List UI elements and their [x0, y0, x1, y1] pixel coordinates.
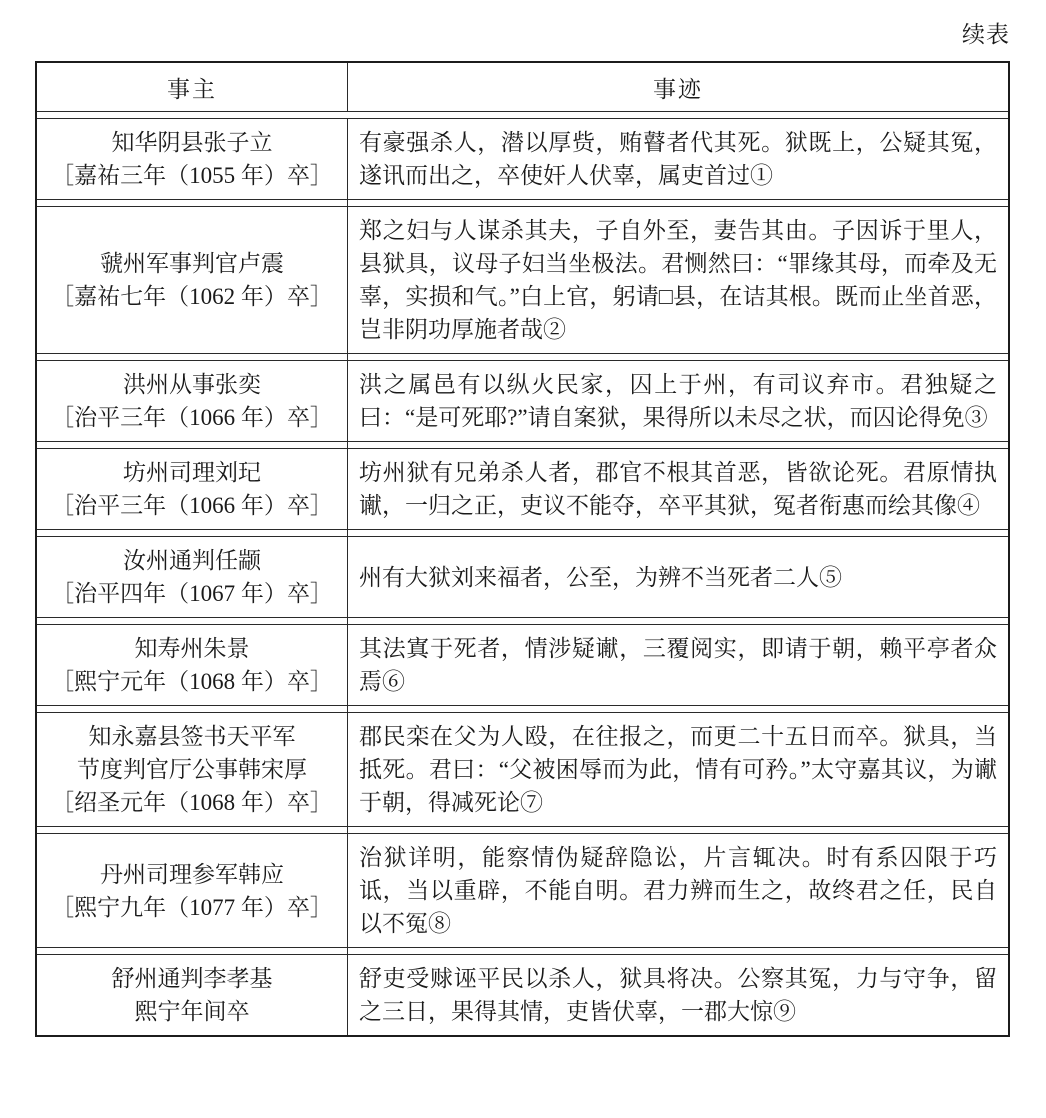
table-row — [37, 834, 1008, 948]
deed-text: 郑之妇与人谋杀其夫，子自外至，妻告其由。子因诉于里人，县狱具，议母子妇当坐极法。君恻然曰：“罪缘其母，而牵及无辜，实损和气。”白上官，躬请□县，在诘其根。既而止坐首恶，岂非阴功厚施者哉② — [359, 218, 997, 342]
subject-cell — [37, 955, 348, 1035]
subject-line: 节度判官厅公事韩宋厚 — [77, 757, 307, 782]
subject-line: 知华阴县张子立 — [111, 130, 273, 155]
table-row — [37, 537, 1008, 618]
row-separator — [37, 530, 1008, 537]
separator-left-cell — [37, 948, 348, 954]
table-header-row — [37, 63, 1008, 112]
table-row — [37, 119, 1008, 200]
table-row — [37, 955, 1008, 1035]
subject-line: 丹州司理参军韩应 — [100, 861, 284, 887]
row-separator — [37, 706, 1008, 713]
row-separator — [37, 948, 1008, 955]
cases-table — [35, 61, 1010, 1037]
subject-line: 虢州军事判官卢震 — [100, 251, 284, 276]
subject-cell — [37, 537, 348, 617]
deed-cell — [348, 713, 1008, 826]
subject-line: ［嘉祐三年（1055 年）卒］ — [51, 163, 333, 188]
subject-line: 知寿州朱景 — [134, 636, 250, 661]
subject-line: ［治平四年（1067 年）卒］ — [51, 581, 333, 606]
separator-left-cell — [37, 442, 348, 448]
table-row — [37, 361, 1008, 442]
deed-cell — [348, 834, 1008, 947]
separator-left-cell — [37, 530, 348, 536]
separator-left-cell — [37, 618, 348, 624]
header-separator — [37, 112, 1008, 119]
subject-line: ［治平三年（1066 年）卒］ — [51, 405, 333, 430]
deed-cell — [348, 119, 1008, 199]
subject-line: 汝州通判任颛 — [123, 548, 261, 573]
row-separator — [37, 618, 1008, 625]
deed-text: 有豪强杀人，潜以厚赀，贿瞽者代其死。狱既上，公疑其冤，遂讯而出之，卒使奸人伏辜，属吏首过① — [359, 130, 997, 188]
subject-line: 熙宁年间卒 — [134, 999, 250, 1024]
separator-left-cell — [37, 827, 348, 833]
subject-line: ［熙宁元年（1068 年）卒］ — [51, 669, 333, 694]
subject-line: 知永嘉县签书天平军 — [88, 724, 296, 749]
deed-text: 洪之属邑有以纵火民家，囚上于州，有司议弃市。君独疑之曰：“是可死耶?”请自案狱，果得所以未尽之状，而囚论得免③ — [359, 372, 997, 430]
subject-cell — [37, 207, 348, 353]
row-separator — [37, 442, 1008, 449]
deed-text: 坊州狱有兄弟杀人者，郡官不根其首恶，皆欲论死。君原情执谳，一归之正，吏议不能夺，卒平其狱，冤者衔惠而绘其像④ — [359, 460, 997, 518]
separator-right-cell — [348, 948, 1008, 954]
deed-text: 治狱详明，能察情伪疑辞隐讼，片言辄决。时有系囚限于巧诋，当以重辟，不能自明。君力辨而生之，故终君之任，民自以不冤⑧ — [359, 845, 997, 936]
deed-cell — [348, 207, 1008, 353]
separator-left-cell — [37, 200, 348, 206]
deed-cell — [348, 449, 1008, 529]
deed-cell — [348, 361, 1008, 441]
subject-line: 洪州从事张奕 — [123, 372, 261, 397]
subject-line: ［嘉祐七年（1062 年）卒］ — [51, 284, 333, 309]
column-header-subject: 事主 — [37, 63, 348, 111]
subject-line: 坊州司理刘玘 — [123, 460, 261, 485]
subject-cell — [37, 361, 348, 441]
deed-text: 舒吏受赇诬平民以杀人，狱具将决。公察其冤，力与守争，留之三日，果得其情，吏皆伏辜，一郡大惊⑨ — [359, 966, 997, 1024]
subject-cell — [37, 119, 348, 199]
separator-right-cell — [348, 200, 1008, 206]
row-separator — [37, 354, 1008, 361]
subject-line: ［治平三年（1066 年）卒］ — [51, 493, 333, 518]
separator-left-cell — [37, 706, 348, 712]
subject-cell — [37, 713, 348, 826]
column-header-deeds: 事迹 — [653, 76, 703, 102]
separator-right-cell — [348, 354, 1008, 360]
deed-cell — [348, 537, 1008, 617]
deed-text: 州有大狱刘来福者，公至，为辨不当死者二人⑤ — [359, 564, 842, 590]
deed-cell — [348, 955, 1008, 1035]
table-row — [37, 207, 1008, 354]
separator-right-cell — [348, 827, 1008, 833]
continued-table-label: 续表 — [962, 22, 1010, 47]
separator-right-cell — [348, 530, 1008, 536]
separator-right-cell — [348, 706, 1008, 712]
row-separator — [37, 200, 1008, 207]
table-row — [37, 449, 1008, 530]
separator-right-cell — [348, 618, 1008, 624]
deed-text: 其法寘于死者，情涉疑谳，三覆阅实，即请于朝，赖平亭者众焉⑥ — [359, 636, 997, 694]
separator-left-cell — [37, 354, 348, 360]
separator-right-cell — [348, 442, 1008, 448]
table-row — [37, 713, 1008, 827]
subject-cell — [37, 625, 348, 705]
deed-cell — [348, 625, 1008, 705]
subject-cell — [37, 449, 348, 529]
subject-cell — [37, 834, 348, 947]
table-row — [37, 625, 1008, 706]
subject-line: ［熙宁九年（1077 年）卒］ — [51, 894, 333, 920]
deed-text: 郡民栾在父为人殴，在往报之，而更二十五日而卒。狱具，当抵死。君曰：“父被困辱而为此，情有可矜。”太守嘉其议，为谳于朝，得减死论⑦ — [359, 724, 997, 815]
row-separator — [37, 827, 1008, 834]
table-body — [37, 119, 1008, 1035]
subject-line: 舒州通判李孝基 — [111, 966, 273, 991]
subject-line: ［绍圣元年（1068 年）卒］ — [51, 790, 333, 815]
